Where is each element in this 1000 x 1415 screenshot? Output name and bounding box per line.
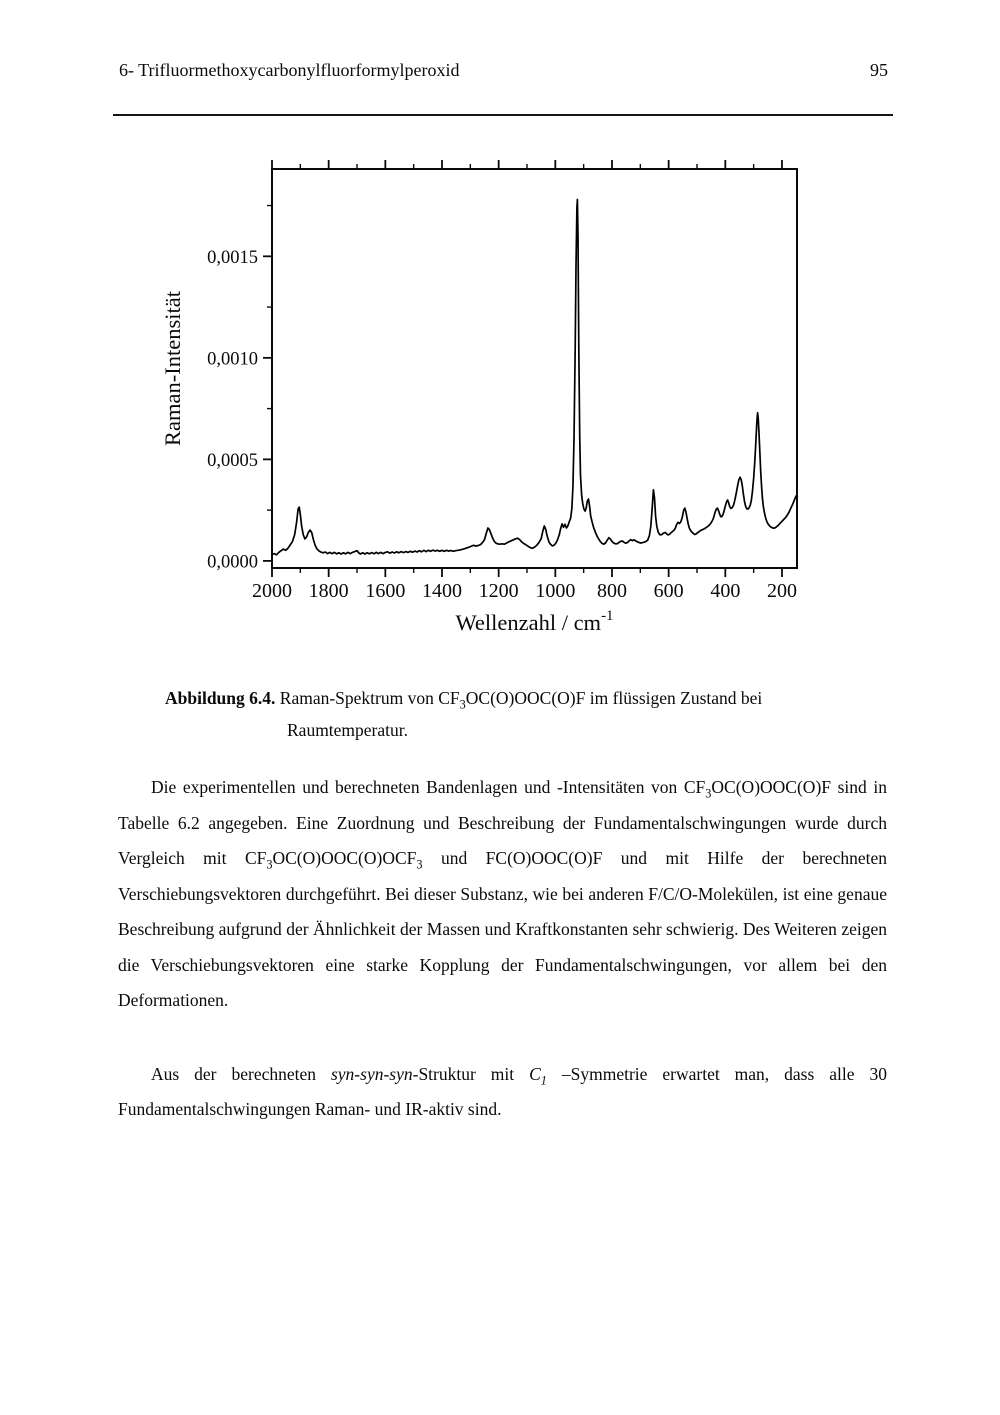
header-rule xyxy=(113,114,893,116)
x-tick-label: 400 xyxy=(710,580,741,602)
x-tick-label: 2000 xyxy=(252,580,292,602)
y-tick-label: 0,0000 xyxy=(207,552,258,573)
x-tick-label: 1400 xyxy=(421,580,462,602)
y-axis-label: Raman-Intensität xyxy=(160,291,185,446)
x-tick-label: 1800 xyxy=(308,580,349,602)
page-header xyxy=(119,60,888,81)
body-text xyxy=(118,770,887,1128)
chart-figure xyxy=(150,150,850,650)
x-tick-label: 1600 xyxy=(365,580,406,602)
raman-spectrum-chart xyxy=(150,150,850,650)
chapter-title: 6- Trifluormethoxycarbonylfluorformylperoxid xyxy=(119,60,460,80)
page-number: 95 xyxy=(870,60,888,80)
x-axis-label: Wellenzahl / $cm^{-1}$ xyxy=(455,608,614,635)
x-tick-label: 1200 xyxy=(478,580,519,602)
spectrum-line xyxy=(272,200,796,555)
x-tick-label: 800 xyxy=(596,580,627,602)
paragraph: Die experimentellen und berechneten Bandenlagen und -Intensitäten von $CF_3OC(O)OOC(O)F$ sind in Tabelle 6.2 angegeben. Eine Zuordnung und Beschreibung der Fundamentalschwingungen wurde durch Vergleich mit $CF_3OC(O)OOC(O)OCF_3$ und FC(O)OOC(O)F und mit Hilfe der berechneten Verschiebungsvektoren durchgeführt. Bei dieser Substanz, wie bei anderen F/C/O-Molekülen, ist eine genaue Beschreibung aufgrund der Ähnlichkeit der Massen und Kraftkonstanten sehr schwierig. Des Weiteren zeigen die Verschiebungsvektoren eine starke Kopplung der Fundamentalschwingungen, vor allem bei den Deformationen. xyxy=(118,777,887,1010)
figure-caption: Abbildung 6.4. Raman-Spektrum von $CF_3OC(O)OOC(O)F$ im flüssigen Zustand bei Raumtemperatur. xyxy=(165,687,763,740)
x-tick-label: 1000 xyxy=(535,580,576,602)
paragraph: Aus der berechneten syn-syn-syn-Struktur mit $C_1$ –Symmetrie erwartet man, dass alle 30 Fundamentalschwingungen Raman- und IR-aktiv sind. xyxy=(118,1063,887,1119)
x-tick-label: 600 xyxy=(653,580,684,602)
y-tick-label: 0,0010 xyxy=(207,349,258,370)
x-tick-label: 200 xyxy=(766,580,797,602)
y-tick-label: 0,0015 xyxy=(207,247,258,268)
y-tick-label: 0,0005 xyxy=(207,450,258,471)
